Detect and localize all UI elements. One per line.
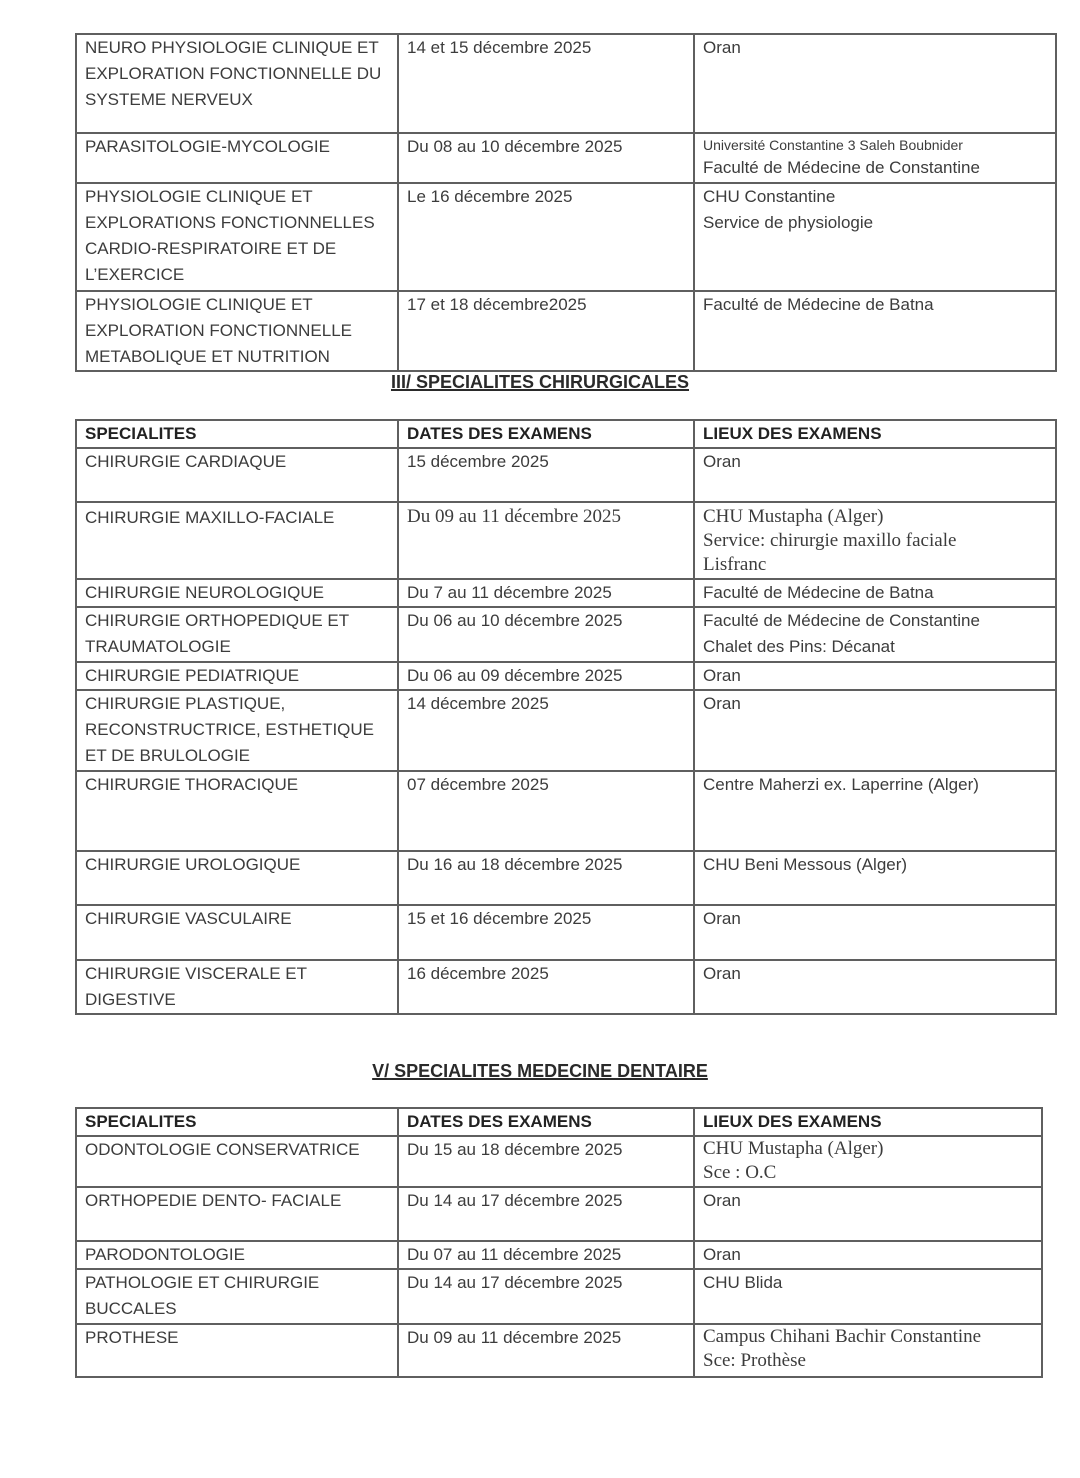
specialite-cell	[76, 690, 398, 771]
cell-line: Oran	[703, 1191, 741, 1210]
lieux-cell	[694, 1269, 1042, 1324]
table-row	[76, 1136, 1042, 1187]
cell-line: CHU Blida	[703, 1273, 783, 1292]
cell-line: Service de physiologie	[703, 213, 874, 232]
lieux-cell	[694, 579, 1056, 607]
table-row	[76, 502, 1056, 579]
specialite-cell	[76, 448, 398, 502]
section-title-text: III/ SPECIALITES CHIRURGICALES	[390, 372, 690, 392]
cell-line: CHIRURGIE VASCULAIRE	[85, 909, 292, 928]
table-header-row	[76, 420, 1056, 448]
table-row	[76, 1269, 1042, 1324]
specialite-cell	[76, 291, 398, 371]
column-header: DATES DES EXAMENS	[398, 420, 694, 448]
dates-cell: 16 décembre 2025	[398, 960, 694, 1014]
specialite-cell	[76, 34, 398, 133]
specialite-cell	[76, 662, 398, 690]
lieux-cell	[694, 133, 1056, 183]
column-header: SPECIALITES	[76, 420, 398, 448]
lieux-cell	[694, 960, 1056, 1014]
lieux-cell	[694, 1241, 1042, 1269]
cell-line: L’EXERCICE	[85, 265, 185, 284]
table-row	[76, 1324, 1042, 1377]
table-row	[76, 1187, 1042, 1241]
cell-line: Oran	[703, 964, 741, 983]
specialite-cell	[76, 851, 398, 905]
cell-line: PATHOLOGIE ET CHIRURGIE	[85, 1273, 320, 1292]
cell-line: TRAUMATOLOGIE	[85, 637, 231, 656]
dates-cell: Du 06 au 10 décembre 2025	[398, 607, 694, 662]
column-header: SPECIALITES	[76, 1108, 398, 1136]
cell-line: CHIRURGIE NEUROLOGIQUE	[85, 583, 324, 602]
cell-line: Centre Maherzi ex. Laperrine (Alger)	[703, 775, 979, 794]
dates-cell: Du 14 au 17 décembre 2025	[398, 1187, 694, 1241]
dates-cell: Du 07 au 11 décembre 2025	[398, 1241, 694, 1269]
cell-line: Oran	[703, 694, 741, 713]
cell-line: Oran	[703, 452, 741, 471]
cell-line: ORTHOPEDIE DENTO- FACIALE	[85, 1191, 342, 1210]
table-row	[76, 579, 1056, 607]
specialite-cell	[76, 1241, 398, 1269]
specialite-cell	[76, 1269, 398, 1324]
cell-line: Campus Chihani Bachir Constantine	[703, 1326, 982, 1347]
lieux-cell	[694, 851, 1056, 905]
cell-line: EXPLORATION FONCTIONNELLE	[85, 321, 353, 340]
cell-line: Oran	[703, 666, 741, 685]
cell-line: CHU Mustapha (Alger)	[703, 506, 884, 527]
table-row	[76, 607, 1056, 662]
cell-line: SYSTEME NERVEUX	[85, 90, 253, 109]
cell-line: Faculté de Médecine de Batna	[703, 583, 934, 602]
cell-line: PARASITOLOGIE-MYCOLOGIE	[85, 137, 330, 156]
cell-line: CHU Constantine	[703, 187, 836, 206]
dates-cell: 14 décembre 2025	[398, 690, 694, 771]
table-row	[76, 133, 1056, 183]
table-row	[76, 851, 1056, 905]
cell-line: RECONSTRUCTRICE, ESTHETIQUE	[85, 720, 375, 739]
dates-cell: Du 15 au 18 décembre 2025	[398, 1136, 694, 1187]
table-row	[76, 291, 1056, 371]
dates-cell: Du 09 au 11 décembre 2025	[398, 502, 694, 579]
cell-line: PHYSIOLOGIE CLINIQUE ET	[85, 295, 313, 314]
column-header: LIEUX DES EXAMENS	[694, 1108, 1042, 1136]
table-row	[76, 448, 1056, 502]
cell-line: METABOLIQUE ET NUTRITION	[85, 347, 330, 366]
column-header: LIEUX DES EXAMENS	[694, 420, 1056, 448]
table-row	[76, 662, 1056, 690]
specialite-cell	[76, 607, 398, 662]
dates-cell: Du 06 au 09 décembre 2025	[398, 662, 694, 690]
cell-line: Sce : O.C	[703, 1162, 777, 1183]
cell-line: CHIRURGIE PLASTIQUE,	[85, 694, 286, 713]
dates-cell: Du 09 au 11 décembre 2025	[398, 1324, 694, 1377]
cell-line: Faculté de Médecine de Batna	[703, 295, 934, 314]
lieux-cell	[694, 1187, 1042, 1241]
lieux-cell	[694, 607, 1056, 662]
cell-line: Service: chirurgie maxillo faciale	[703, 530, 957, 551]
lieux-cell	[694, 690, 1056, 771]
cell-line: EXPLORATION FONCTIONNELLE DU	[85, 64, 382, 83]
lieux-cell	[694, 662, 1056, 690]
specialite-cell	[76, 1136, 398, 1187]
cell-line: Université Constantine 3 Saleh Boubnider	[703, 137, 963, 153]
lieux-cell	[694, 183, 1056, 291]
lieux-cell	[694, 502, 1056, 579]
specialite-cell	[76, 502, 398, 579]
exam-table-dentaire	[75, 1107, 1043, 1378]
dates-cell: Du 14 au 17 décembre 2025	[398, 1269, 694, 1324]
cell-line: EXPLORATIONS FONCTIONNELLES	[85, 213, 375, 232]
lieux-cell	[694, 771, 1056, 851]
exam-table-continued	[75, 33, 1057, 372]
table-row	[76, 34, 1056, 133]
dates-cell: Du 16 au 18 décembre 2025	[398, 851, 694, 905]
lieux-cell	[694, 905, 1056, 960]
specialite-cell	[76, 960, 398, 1014]
cell-line: CARDIO-RESPIRATOIRE ET DE	[85, 239, 337, 258]
table-row	[76, 960, 1056, 1014]
cell-line: CHIRURGIE CARDIAQUE	[85, 452, 287, 471]
cell-line: NEURO PHYSIOLOGIE CLINIQUE ET	[85, 38, 379, 57]
dates-cell: Du 08 au 10 décembre 2025	[398, 133, 694, 183]
cell-line: Sce: Prothèse	[703, 1350, 806, 1371]
cell-line: PROTHESE	[85, 1328, 179, 1347]
cell-line: Oran	[703, 909, 741, 928]
specialite-cell	[76, 579, 398, 607]
table-row	[76, 690, 1056, 771]
cell-line: PHYSIOLOGIE CLINIQUE ET	[85, 187, 313, 206]
cell-line: PARODONTOLOGIE	[85, 1245, 245, 1264]
dates-cell: 15 décembre 2025	[398, 448, 694, 502]
cell-line: CHIRURGIE VISCERALE ET	[85, 964, 307, 983]
table-row	[76, 905, 1056, 960]
specialite-cell	[76, 1324, 398, 1377]
lieux-cell	[694, 448, 1056, 502]
cell-line: BUCCALES	[85, 1299, 177, 1318]
column-header: DATES DES EXAMENS	[398, 1108, 694, 1136]
specialite-cell	[76, 1187, 398, 1241]
cell-line: DIGESTIVE	[85, 990, 176, 1009]
cell-line: Lisfranc	[703, 554, 767, 575]
cell-line: Chalet des Pins: Décanat	[703, 637, 895, 656]
dates-cell: 07 décembre 2025	[398, 771, 694, 851]
dates-cell: Du 7 au 11 décembre 2025	[398, 579, 694, 607]
cell-line: CHU Mustapha (Alger)	[703, 1138, 884, 1159]
cell-line: ET DE BRULOLOGIE	[85, 746, 251, 765]
table-row	[76, 183, 1056, 291]
cell-line: Faculté de Médecine de Constantine	[703, 611, 980, 630]
cell-line: CHIRURGIE UROLOGIQUE	[85, 855, 301, 874]
section-title-text: V/ SPECIALITES MEDECINE DENTAIRE	[372, 1061, 708, 1081]
lieux-cell	[694, 1324, 1042, 1377]
cell-line: CHIRURGIE MAXILLO-FACIALE	[85, 508, 335, 527]
specialite-cell	[76, 771, 398, 851]
cell-line: Oran	[703, 1245, 741, 1264]
cell-line: CHIRURGIE ORTHOPEDIQUE ET	[85, 611, 350, 630]
section-title-dentaire	[0, 1061, 1080, 1082]
table-row	[76, 771, 1056, 851]
cell-line: CHIRURGIE PEDIATRIQUE	[85, 666, 300, 685]
cell-line: CHU Beni Messous (Alger)	[703, 855, 908, 874]
cell-line: Faculté de Médecine de Constantine	[703, 158, 980, 177]
dates-cell: 15 et 16 décembre 2025	[398, 905, 694, 960]
dates-cell: 17 et 18 décembre2025	[398, 291, 694, 371]
table-row	[76, 1241, 1042, 1269]
section-title-chirurgicales	[0, 372, 1080, 393]
specialite-cell	[76, 183, 398, 291]
cell-line: ODONTOLOGIE CONSERVATRICE	[85, 1140, 360, 1159]
specialite-cell	[76, 905, 398, 960]
table-header-row	[76, 1108, 1042, 1136]
lieux-cell	[694, 291, 1056, 371]
dates-cell: 14 et 15 décembre 2025	[398, 34, 694, 133]
specialite-cell	[76, 133, 398, 183]
dates-cell: Le 16 décembre 2025	[398, 183, 694, 291]
cell-line: Oran	[703, 38, 741, 57]
exam-table-chirurgicales	[75, 419, 1057, 1015]
lieux-cell	[694, 1136, 1042, 1187]
lieux-cell	[694, 34, 1056, 133]
cell-line: CHIRURGIE THORACIQUE	[85, 775, 299, 794]
